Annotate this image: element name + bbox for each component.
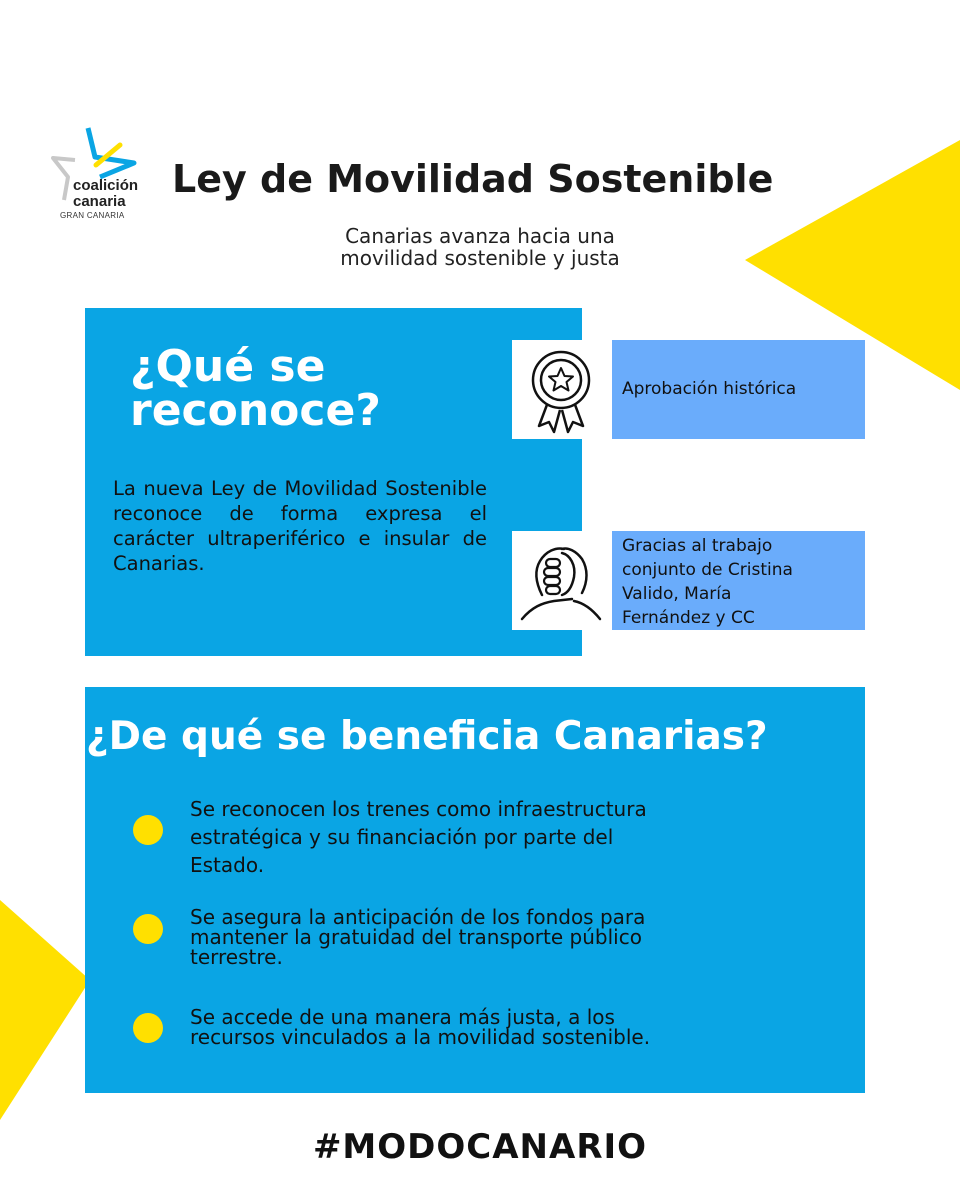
bullet-dot (133, 914, 163, 944)
bullet-dot (133, 1013, 163, 1043)
page-subtitle (290, 225, 670, 269)
reconoce-heading (130, 341, 450, 436)
logo-text-coalicion: coalición (73, 177, 139, 194)
bullet-dot (133, 815, 163, 845)
gracias-line-2: conjunto de Cristina (622, 560, 793, 580)
award-icon-box (512, 340, 610, 439)
bullet-3-line-2: recursos vinculados a la movilidad sostenible. (190, 1025, 651, 1049)
logo-text-gran-canaria: GRAN CANARIA (60, 211, 125, 220)
subtitle-line-1: Canarias avanza hacia una (345, 224, 615, 248)
page-title: Ley de Movilidad Sostenible (172, 157, 774, 201)
handshake-icon-box (512, 531, 610, 630)
beneficia-heading: ¿De qué se beneficia Canarias? (86, 714, 768, 759)
award-medal-icon (512, 340, 610, 439)
handshake-icon (512, 531, 610, 630)
coalicion-canaria-star-icon (50, 125, 145, 225)
bullet-2-line-1: Se asegura la anticipación de los fondos para (190, 905, 646, 929)
bullet-item-fondos (190, 907, 830, 967)
bullet-3-line-1: Se accede de una manera más justa, a los (190, 1005, 615, 1029)
bullet-1-line-1: Se reconocen los trenes como infraestructura (190, 797, 647, 821)
logo-text-canaria: canaria (73, 193, 126, 210)
reconoce-heading-line-1: ¿Qué se (130, 341, 326, 392)
gracias-line-4: Fernández y CC (622, 608, 755, 628)
reconoce-heading-line-2: reconoce? (130, 385, 381, 436)
hashtag-footer: #MODOCANARIO (312, 1127, 648, 1167)
aprobacion-text: Aprobación histórica (622, 379, 797, 399)
reconoce-paragraph: La nueva Ley de Movilidad Sostenible reconoce de forma expresa el carácter ultraperiférico e insular de Canarias. (113, 477, 487, 575)
bullet-1-line-3: Estado. (190, 853, 265, 877)
gracias-line-3: Valido, María (622, 584, 732, 604)
bullet-1-line-2: estratégica y su financiación por parte del (190, 825, 614, 849)
bullet-2-line-3: terrestre. (190, 945, 283, 969)
bullet-2-line-2: mantener la gratuidad del transporte público (190, 925, 642, 949)
bullet-item-recursos (190, 1007, 830, 1047)
subtitle-line-2: movilidad sostenible y justa (340, 246, 620, 270)
gracias-text (622, 534, 862, 630)
bullet-item-trenes (190, 795, 830, 879)
yellow-triangle-left (0, 900, 90, 1120)
gracias-line-1: Gracias al trabajo (622, 536, 773, 556)
